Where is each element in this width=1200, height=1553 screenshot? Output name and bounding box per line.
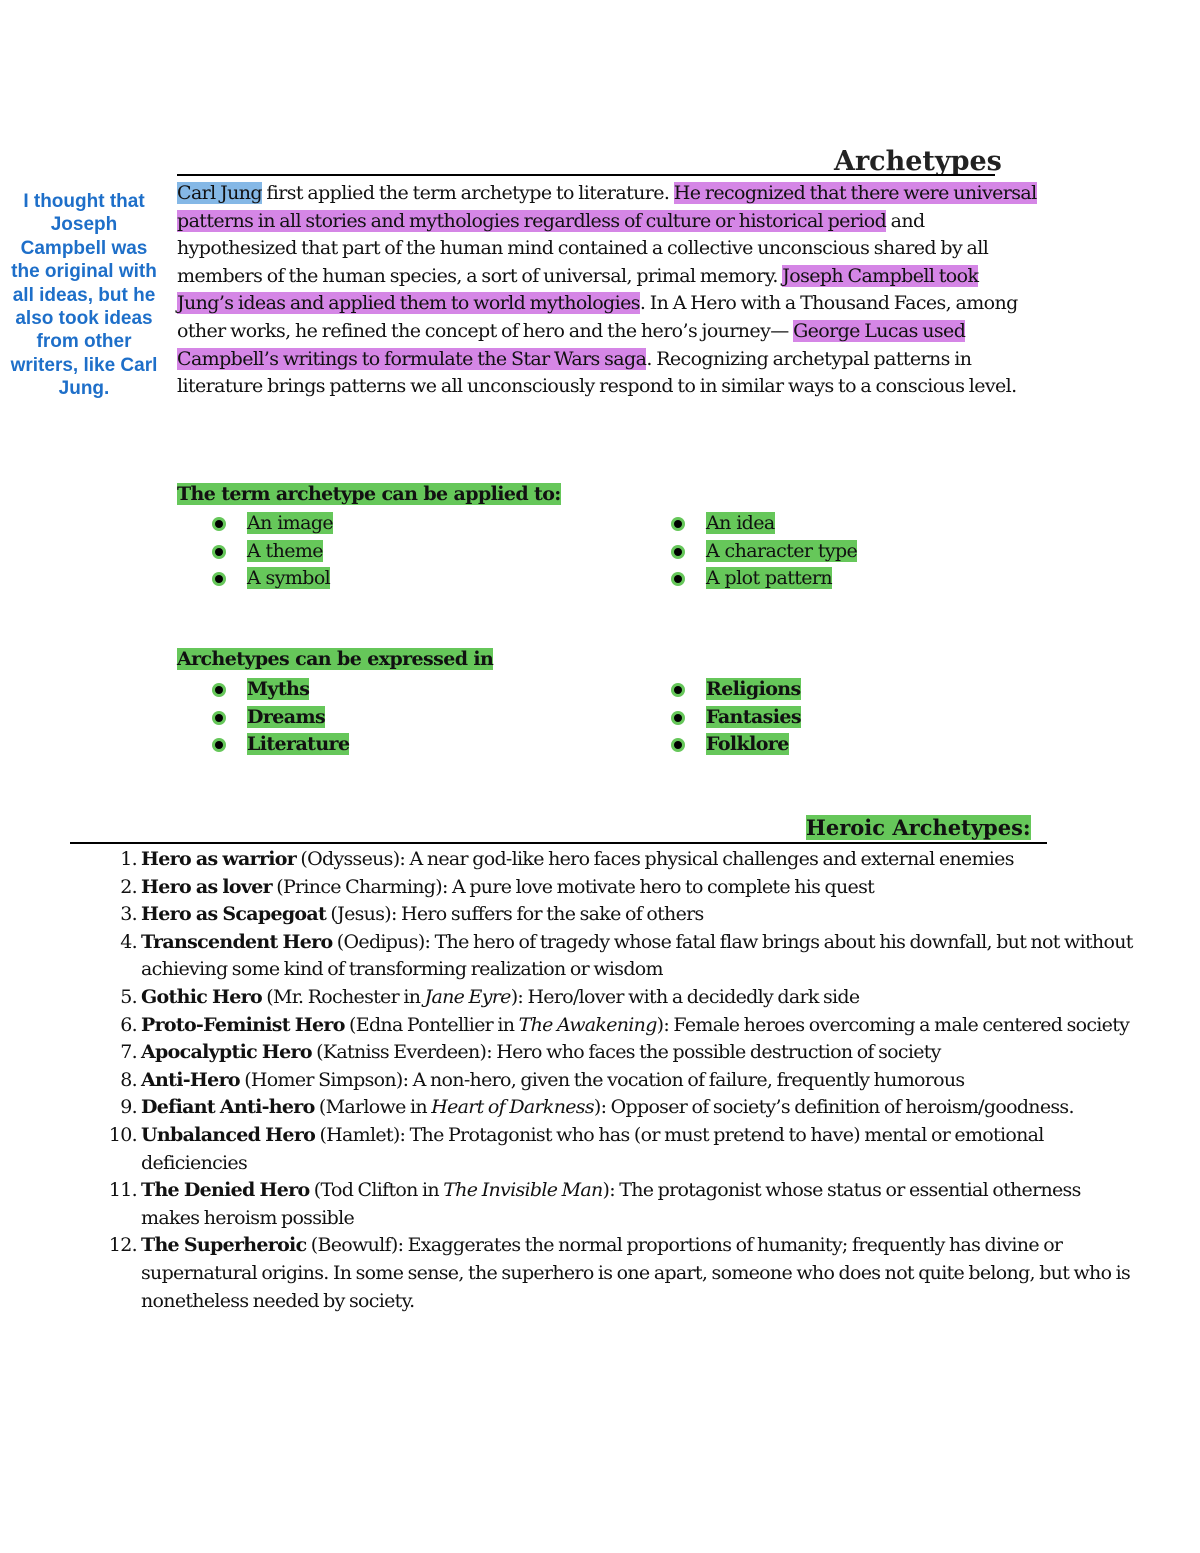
hero-number: 4. <box>120 930 137 953</box>
hero-description: (Edna Pontellier in <box>344 1013 519 1036</box>
hero-item <box>108 1122 1141 1177</box>
margin-comment: I thought that Joseph Campbell was the original with all ideas, but he also took ideas from other writers, like Carl Jung. <box>10 191 158 400</box>
hero-name: Anti-Hero <box>141 1068 240 1091</box>
bullet-icon <box>671 572 685 586</box>
hero-description: (Prince Charming): A pure love motivate hero to complete his quest <box>271 875 875 898</box>
list-item: An idea <box>706 510 857 538</box>
hero-number: 2. <box>120 875 137 898</box>
hero-number: 8. <box>120 1068 137 1091</box>
hero-item <box>108 1232 1141 1315</box>
highlight-lucas: George Lucas used Campbell’s writings to formulate the Star Wars saga <box>177 319 966 370</box>
hero-name: The Denied Hero <box>141 1179 310 1202</box>
hero-item <box>120 1012 1141 1040</box>
hero-number: 11. <box>108 1179 137 1202</box>
bullet-icon <box>671 738 685 752</box>
hero-name: Hero as Scapegoat <box>141 903 327 926</box>
hero-item <box>120 929 1141 984</box>
hero-work-title: The Invisible Man <box>443 1179 603 1202</box>
expressed-heading: Archetypes can be expressed in <box>177 648 494 670</box>
hero-item <box>120 1094 1141 1122</box>
list-item: Folklore <box>706 731 801 759</box>
heroic-rule <box>70 842 1047 844</box>
highlight-universal-patterns: He recognized that there were universal patterns in all stories and mythologies regardless of culture or historical period <box>177 182 1037 232</box>
applied-list-left <box>247 510 333 593</box>
hero-description-rest: ): Opposer of society’s definition of heroism/goodness. <box>593 1096 1074 1119</box>
heroic-list <box>108 846 1141 1315</box>
hero-description-rest: ): Female heroes overcoming a male centered society <box>656 1013 1130 1036</box>
bullet-icon <box>671 711 685 725</box>
hero-number: 1. <box>120 848 137 870</box>
applied-list-right <box>706 510 857 593</box>
intro-text-1: first applied the term archetype to literature. <box>261 182 674 204</box>
hero-description-rest: ): Hero/lover with a decidedly dark side <box>510 985 860 1008</box>
page-title: Archetypes <box>834 146 1002 177</box>
hero-item <box>120 1067 1141 1095</box>
bullet-icon <box>212 683 226 697</box>
hero-item <box>120 874 1141 902</box>
intro-text-3: . In A Hero with a Thousand Faces, among other works, he refined the concept of hero and the hero’s journey— <box>177 292 1018 342</box>
hero-number: 5. <box>120 985 137 1008</box>
hero-name: Gothic Hero <box>141 985 262 1008</box>
list-item: Fantasies <box>706 704 801 732</box>
hero-item <box>120 846 1141 874</box>
hero-description: (Oedipus): The hero of tragedy whose fatal flaw brings about his downfall, but not without achieving some kind of transforming realization or wisdom <box>141 930 1133 981</box>
title-rule <box>177 174 995 176</box>
expressed-list-left <box>247 676 349 759</box>
hero-work-title: Heart of Darkness <box>431 1096 594 1119</box>
hero-name: Defiant Anti-hero <box>141 1096 315 1119</box>
hero-name: Transcendent Hero <box>141 930 333 953</box>
hero-description: (Jesus): Hero suffers for the sake of others <box>326 903 704 926</box>
hero-name: Hero as lover <box>141 875 272 898</box>
list-item: Religions <box>706 676 801 704</box>
bullet-icon <box>212 545 226 559</box>
hero-work-title: The Awakening <box>518 1013 657 1036</box>
highlight-carl-jung: Carl Jung <box>177 182 262 204</box>
intro-paragraph <box>177 180 1037 401</box>
hero-description: (Tod Clifton in <box>309 1179 444 1202</box>
hero-work-title: Jane Eyre <box>424 985 511 1008</box>
hero-item <box>120 1039 1141 1067</box>
intro-text-2: and hypothesized that part of the human mind contained a collective unconscious shared by all members of the human species, a sort of universal, primal memory. <box>177 209 989 287</box>
hero-description: (Mr. Rochester in <box>261 985 425 1008</box>
hero-name: Unbalanced Hero <box>141 1123 316 1146</box>
hero-name: Apocalyptic Hero <box>141 1041 312 1064</box>
heroic-heading: Heroic Archetypes: <box>806 815 1031 840</box>
hero-number: 3. <box>120 903 137 926</box>
hero-number: 10. <box>108 1123 137 1146</box>
hero-item <box>108 1177 1141 1232</box>
bullet-icon <box>212 711 226 725</box>
hero-name: Hero as warrior <box>141 848 297 870</box>
hero-description: (Beowulf): Exaggerates the normal proportions of humanity; frequently has divine or supernatural origins. In some sense, the superhero is one apart, someone who does not quite belong, but who is nonetheless needed by society. <box>141 1234 1131 1312</box>
hero-number: 12. <box>108 1234 137 1257</box>
hero-number: 6. <box>120 1013 137 1036</box>
list-item: Myths <box>247 676 349 704</box>
bullet-icon <box>212 572 226 586</box>
hero-description: (Marlowe in <box>314 1096 432 1119</box>
intro-text-4: . Recognizing archetypal patterns in literature brings patterns we all unconsciously respond to in similar ways to a conscious level. <box>177 347 1017 398</box>
hero-number: 7. <box>120 1041 137 1064</box>
bullet-icon <box>671 545 685 559</box>
bullet-icon <box>212 738 226 752</box>
list-item: A plot pattern <box>706 565 857 593</box>
hero-description-rest: ): The protagonist whose status or essential otherness makes heroism possible <box>141 1179 1081 1229</box>
bullet-icon <box>212 517 226 531</box>
hero-description: (Hamlet): The Protagonist who has (or must pretend to have) mental or emotional deficiencies <box>141 1123 1044 1174</box>
list-item: Dreams <box>247 704 349 732</box>
hero-name: The Superheroic <box>141 1234 307 1257</box>
expressed-list-right <box>706 676 801 759</box>
hero-name: Proto-Feminist Hero <box>141 1013 345 1036</box>
list-item: A symbol <box>247 565 333 593</box>
hero-description: (Homer Simpson): A non-hero, given the vocation of failure, frequently humorous <box>239 1068 965 1091</box>
hero-description: (Katniss Everdeen): Hero who faces the possible destruction of society <box>311 1041 941 1064</box>
applied-heading: The term archetype can be applied to: <box>177 483 561 505</box>
list-item: A theme <box>247 538 333 566</box>
list-item: Literature <box>247 731 349 759</box>
bullet-icon <box>671 683 685 697</box>
highlight-campbell: Joseph Campbell took Jung’s ideas and applied them to world mythologies <box>177 264 979 315</box>
hero-item <box>120 901 1141 929</box>
hero-description: (Odysseus): A near god-like hero faces physical challenges and external enemies <box>296 848 1014 870</box>
list-item: A character type <box>706 538 857 566</box>
list-item: An image <box>247 510 333 538</box>
bullet-icon <box>671 517 685 531</box>
hero-number: 9. <box>120 1096 137 1119</box>
hero-item <box>120 984 1141 1012</box>
